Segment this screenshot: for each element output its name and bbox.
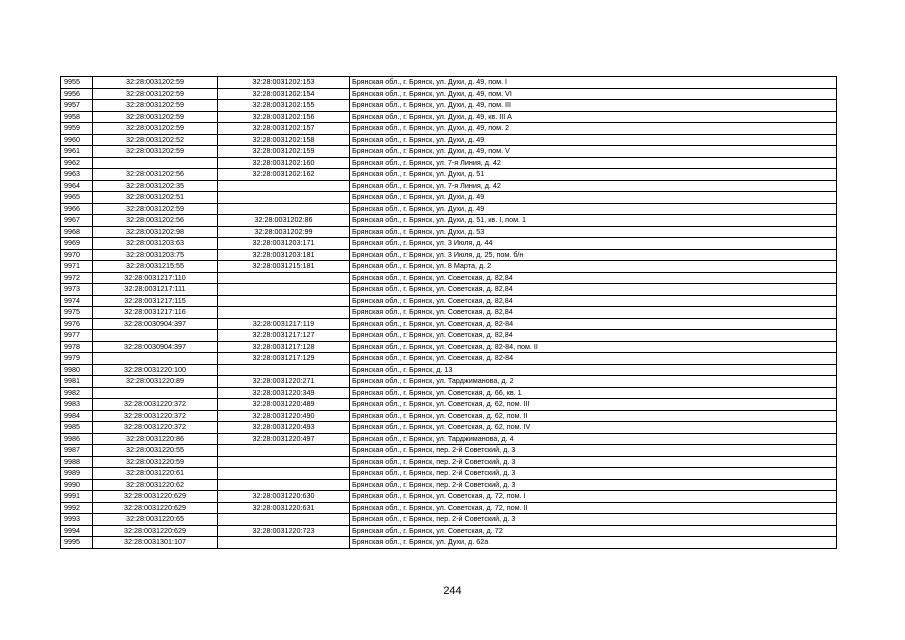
object-cadastral-number-cell: 32:28:0031215:181: [218, 261, 350, 273]
cadastral-number-cell: 32:28:0031220:86: [93, 433, 218, 445]
table-row: [61, 88, 837, 100]
object-cadastral-number-cell: 32:28:0031220:490: [218, 410, 350, 422]
cadastral-number-cell: 32:28:0031202:56: [93, 169, 218, 181]
address-cell: Брянская обл., г. Брянск, пер. 2-й Советский, д. 3: [350, 514, 837, 526]
cadastral-number-cell: 32:28:0031215:55: [93, 261, 218, 273]
row-number-cell: 9976: [61, 318, 93, 330]
cadastral-number-cell: 32:28:0031220:61: [93, 468, 218, 480]
object-cadastral-number-cell: 32:28:0031202:159: [218, 146, 350, 158]
row-number-cell: 9973: [61, 284, 93, 296]
cadastral-number-cell: 32:28:0031220:629: [93, 525, 218, 537]
row-number-cell: 9957: [61, 100, 93, 112]
cadastral-number-cell: 32:28:0031202:35: [93, 180, 218, 192]
table-row: [61, 226, 837, 238]
address-cell: Брянская обл., г. Брянск, ул. Духи, д. 49, пом. VI: [350, 88, 837, 100]
row-number-cell: 9965: [61, 192, 93, 204]
row-number-cell: 9956: [61, 88, 93, 100]
cadastral-number-cell: 32:28:0031220:629: [93, 502, 218, 514]
object-cadastral-number-cell: 32:28:0031220:349: [218, 387, 350, 399]
object-cadastral-number-cell: [218, 445, 350, 457]
table-row: [61, 192, 837, 204]
object-cadastral-number-cell: 32:28:0031217:127: [218, 330, 350, 342]
cadastral-number-cell: 32:28:0031202:51: [93, 192, 218, 204]
table-row: [61, 502, 837, 514]
cadastral-number-cell: 32:28:0031217:111: [93, 284, 218, 296]
cadastral-number-cell: 32:28:0030904:397: [93, 341, 218, 353]
address-cell: Брянская обл., г. Брянск, ул. Советская, д. 82,84: [350, 284, 837, 296]
row-number-cell: 9986: [61, 433, 93, 445]
object-cadastral-number-cell: 32:28:0031202:162: [218, 169, 350, 181]
row-number-cell: 9979: [61, 353, 93, 365]
address-cell: Брянская обл., г. Брянск, ул. Духи, д. 49: [350, 192, 837, 204]
row-number-cell: 9988: [61, 456, 93, 468]
object-cadastral-number-cell: [218, 203, 350, 215]
cadastral-number-cell: [93, 353, 218, 365]
row-number-cell: 9961: [61, 146, 93, 158]
address-cell: Брянская обл., г. Брянск, ул. Советская, д. 82,84: [350, 272, 837, 284]
address-cell: Брянская обл., г. Брянск, ул. Духи, д. 49, пом. 2: [350, 123, 837, 135]
cadastral-number-cell: 32:28:0031217:110: [93, 272, 218, 284]
cadastral-number-cell: 32:28:0031202:59: [93, 111, 218, 123]
cadastral-table: [60, 76, 837, 549]
address-cell: Брянская обл., г. Брянск, ул. Духи, д. 49: [350, 203, 837, 215]
object-cadastral-number-cell: 32:28:0031217:128: [218, 341, 350, 353]
address-cell: Брянская обл., г. Брянск, ул. Советская, д. 66, кв. 1: [350, 387, 837, 399]
row-number-cell: 9963: [61, 169, 93, 181]
cadastral-number-cell: 32:28:0031203:63: [93, 238, 218, 250]
row-number-cell: 9962: [61, 157, 93, 169]
object-cadastral-number-cell: 32:28:0031220:271: [218, 376, 350, 388]
table-row: [61, 537, 837, 549]
cadastral-number-cell: 32:28:0031220:62: [93, 479, 218, 491]
row-number-cell: 9993: [61, 514, 93, 526]
object-cadastral-number-cell: 32:28:0031203:171: [218, 238, 350, 250]
cadastral-number-cell: 32:28:0031220:372: [93, 410, 218, 422]
table-row: [61, 238, 837, 250]
table-row: [61, 387, 837, 399]
address-cell: Брянская обл., г. Брянск, ул. Советская, д. 62, пом. II: [350, 410, 837, 422]
row-number-cell: 9974: [61, 295, 93, 307]
address-cell: Брянская обл., г. Брянск, пер. 2-й Советский, д. 3: [350, 445, 837, 457]
row-number-cell: 9990: [61, 479, 93, 491]
cadastral-number-cell: 32:28:0031217:116: [93, 307, 218, 319]
cadastral-number-cell: [93, 330, 218, 342]
table-row: [61, 330, 837, 342]
row-number-cell: 9960: [61, 134, 93, 146]
object-cadastral-number-cell: [218, 284, 350, 296]
table-row: [61, 307, 837, 319]
table-row: [61, 468, 837, 480]
table-row: [61, 514, 837, 526]
cadastral-number-cell: 32:28:0031220:59: [93, 456, 218, 468]
object-cadastral-number-cell: [218, 295, 350, 307]
cadastral-number-cell: 32:28:0031202:59: [93, 146, 218, 158]
object-cadastral-number-cell: [218, 537, 350, 549]
address-cell: Брянская обл., г. Брянск, ул. 7-я Линия, д. 42: [350, 157, 837, 169]
address-cell: Брянская обл., г. Брянск, д. 13: [350, 364, 837, 376]
address-cell: Брянская обл., г. Брянск, ул. Советская, д. 62, пом. IV: [350, 422, 837, 434]
cadastral-number-cell: 32:28:0031202:59: [93, 123, 218, 135]
row-number-cell: 9991: [61, 491, 93, 503]
row-number-cell: 9987: [61, 445, 93, 457]
row-number-cell: 9972: [61, 272, 93, 284]
cadastral-number-cell: 32:28:0031220:89: [93, 376, 218, 388]
address-cell: Брянская обл., г. Брянск, ул. Советская, д. 72, пом. I: [350, 491, 837, 503]
address-cell: Брянская обл., г. Брянск, ул. Советская, д. 72: [350, 525, 837, 537]
row-number-cell: 9981: [61, 376, 93, 388]
table-row: [61, 341, 837, 353]
row-number-cell: 9964: [61, 180, 93, 192]
table-row: [61, 284, 837, 296]
cadastral-number-cell: 32:28:0031301:107: [93, 537, 218, 549]
cadastral-number-cell: 32:28:0031220:100: [93, 364, 218, 376]
table-row: [61, 353, 837, 365]
table-row: [61, 249, 837, 261]
table-row: [61, 203, 837, 215]
row-number-cell: 9989: [61, 468, 93, 480]
table-row: [61, 422, 837, 434]
row-number-cell: 9994: [61, 525, 93, 537]
table-row: [61, 364, 837, 376]
object-cadastral-number-cell: 32:28:0031202:158: [218, 134, 350, 146]
row-number-cell: 9992: [61, 502, 93, 514]
row-number-cell: 9971: [61, 261, 93, 273]
table-row: [61, 410, 837, 422]
object-cadastral-number-cell: 32:28:0031220:493: [218, 422, 350, 434]
object-cadastral-number-cell: 32:28:0031220:489: [218, 399, 350, 411]
cadastral-number-cell: 32:28:0031217:115: [93, 295, 218, 307]
address-cell: Брянская обл., г. Брянск, ул. Духи, д. 49: [350, 134, 837, 146]
table-row: [61, 111, 837, 123]
object-cadastral-number-cell: 32:28:0031220:631: [218, 502, 350, 514]
table-row: [61, 123, 837, 135]
address-cell: Брянская обл., г. Брянск, ул. Советская, д. 62, пом. III: [350, 399, 837, 411]
table-row: [61, 146, 837, 158]
cadastral-number-cell: 32:28:0031202:52: [93, 134, 218, 146]
row-number-cell: 9966: [61, 203, 93, 215]
address-cell: Брянская обл., г. Брянск, ул. Советская, д. 82-84: [350, 318, 837, 330]
cadastral-number-cell: 32:28:0031202:59: [93, 203, 218, 215]
address-cell: Брянская обл., г. Брянск, ул. Тарджиманова, д. 4: [350, 433, 837, 445]
table-row: [61, 134, 837, 146]
table-row: [61, 479, 837, 491]
row-number-cell: 9984: [61, 410, 93, 422]
row-number-cell: 9955: [61, 77, 93, 89]
table-row: [61, 215, 837, 227]
row-number-cell: 9975: [61, 307, 93, 319]
row-number-cell: 9983: [61, 399, 93, 411]
cadastral-number-cell: [93, 387, 218, 399]
object-cadastral-number-cell: [218, 192, 350, 204]
table-row: [61, 77, 837, 89]
object-cadastral-number-cell: 32:28:0031202:156: [218, 111, 350, 123]
table-row: [61, 433, 837, 445]
address-cell: Брянская обл., г. Брянск, ул. Духи, д. 49, кв. III А: [350, 111, 837, 123]
address-cell: Брянская обл., г. Брянск, ул. Советская, д. 82,84: [350, 330, 837, 342]
address-cell: Брянская обл., г. Брянск, ул. Духи, д. 53: [350, 226, 837, 238]
address-cell: Брянская обл., г. Брянск, ул. Духи, д. 51, кв. I, пом. 1: [350, 215, 837, 227]
object-cadastral-number-cell: 32:28:0031202:155: [218, 100, 350, 112]
row-number-cell: 9968: [61, 226, 93, 238]
object-cadastral-number-cell: [218, 180, 350, 192]
address-cell: Брянская обл., г. Брянск, пер. 2-й Советский, д. 3: [350, 456, 837, 468]
row-number-cell: 9958: [61, 111, 93, 123]
address-cell: Брянская обл., г. Брянск, пер. 2-й Советский, д. 3: [350, 479, 837, 491]
table-row: [61, 445, 837, 457]
address-cell: Брянская обл., г. Брянск, ул. Советская, д. 82-84, пом. II: [350, 341, 837, 353]
object-cadastral-number-cell: [218, 514, 350, 526]
table-row: [61, 295, 837, 307]
object-cadastral-number-cell: 32:28:0031203:181: [218, 249, 350, 261]
cadastral-number-cell: 32:28:0031220:372: [93, 399, 218, 411]
row-number-cell: 9970: [61, 249, 93, 261]
object-cadastral-number-cell: 32:28:0031202:86: [218, 215, 350, 227]
address-cell: Брянская обл., г. Брянск, ул. Советская, д. 82,84: [350, 295, 837, 307]
object-cadastral-number-cell: 32:28:0031217:129: [218, 353, 350, 365]
object-cadastral-number-cell: 32:28:0031202:153: [218, 77, 350, 89]
table-row: [61, 100, 837, 112]
address-cell: Брянская обл., г. Брянск, ул. 7-я Линия, д. 42: [350, 180, 837, 192]
object-cadastral-number-cell: [218, 468, 350, 480]
address-cell: Брянская обл., г. Брянск, ул. 8 Марта, д. 2: [350, 261, 837, 273]
row-number-cell: 9978: [61, 341, 93, 353]
row-number-cell: 9977: [61, 330, 93, 342]
row-number-cell: 9982: [61, 387, 93, 399]
object-cadastral-number-cell: 32:28:0031202:157: [218, 123, 350, 135]
cadastral-number-cell: 32:28:0031220:629: [93, 491, 218, 503]
row-number-cell: 9959: [61, 123, 93, 135]
cadastral-number-cell: 32:28:0031202:56: [93, 215, 218, 227]
address-cell: Брянская обл., г. Брянск, ул. 3 Июля, д. 44: [350, 238, 837, 250]
object-cadastral-number-cell: 32:28:0031220:630: [218, 491, 350, 503]
cadastral-number-cell: [93, 157, 218, 169]
cadastral-number-cell: 32:28:0031202:98: [93, 226, 218, 238]
table-row: [61, 456, 837, 468]
object-cadastral-number-cell: 32:28:0031202:160: [218, 157, 350, 169]
address-cell: Брянская обл., г. Брянск, ул. Тарджиманова, д. 2: [350, 376, 837, 388]
address-cell: Брянская обл., г. Брянск, ул. 3 Июля, д. 25, пом. б/н: [350, 249, 837, 261]
object-cadastral-number-cell: [218, 456, 350, 468]
cadastral-number-cell: 32:28:0031220:65: [93, 514, 218, 526]
cadastral-number-cell: 32:28:0031202:59: [93, 88, 218, 100]
table-row: [61, 261, 837, 273]
row-number-cell: 9995: [61, 537, 93, 549]
page-number: 244: [443, 585, 462, 597]
object-cadastral-number-cell: [218, 272, 350, 284]
object-cadastral-number-cell: 32:28:0031202:154: [218, 88, 350, 100]
address-cell: Брянская обл., г. Брянск, ул. Духи, д. 49, пом. I: [350, 77, 837, 89]
cadastral-number-cell: 32:28:0031202:59: [93, 100, 218, 112]
table-body: [61, 77, 837, 549]
table-row: [61, 272, 837, 284]
address-cell: Брянская обл., г. Брянск, ул. Духи, д. 49, пом. III: [350, 100, 837, 112]
table-row: [61, 491, 837, 503]
table-row: [61, 169, 837, 181]
table-row: [61, 180, 837, 192]
address-cell: Брянская обл., г. Брянск, ул. Духи, д. 49, пом. V: [350, 146, 837, 158]
table-row: [61, 399, 837, 411]
row-number-cell: 9980: [61, 364, 93, 376]
address-cell: Брянская обл., г. Брянск, ул. Духи, д. 62а: [350, 537, 837, 549]
object-cadastral-number-cell: [218, 364, 350, 376]
row-number-cell: 9969: [61, 238, 93, 250]
table-row: [61, 376, 837, 388]
cadastral-number-cell: 32:28:0030904:397: [93, 318, 218, 330]
cadastral-number-cell: 32:28:0031202:59: [93, 77, 218, 89]
object-cadastral-number-cell: 32:28:0031220:497: [218, 433, 350, 445]
address-cell: Брянская обл., г. Брянск, ул. Советская, д. 72, пом. II: [350, 502, 837, 514]
address-cell: Брянская обл., г. Брянск, ул. Советская, д. 82-84: [350, 353, 837, 365]
object-cadastral-number-cell: 32:28:0031202:99: [218, 226, 350, 238]
row-number-cell: 9985: [61, 422, 93, 434]
table-row: [61, 157, 837, 169]
cadastral-number-cell: 32:28:0031220:55: [93, 445, 218, 457]
cadastral-number-cell: 32:28:0031220:372: [93, 422, 218, 434]
address-cell: Брянская обл., г. Брянск, пер. 2-й Советский, д. 3: [350, 468, 837, 480]
object-cadastral-number-cell: [218, 479, 350, 491]
table-row: [61, 525, 837, 537]
cadastral-number-cell: 32:28:0031203:75: [93, 249, 218, 261]
row-number-cell: 9967: [61, 215, 93, 227]
object-cadastral-number-cell: 32:28:0031220:723: [218, 525, 350, 537]
address-cell: Брянская обл., г. Брянск, ул. Духи, д. 51: [350, 169, 837, 181]
address-cell: Брянская обл., г. Брянск, ул. Советская, д. 82,84: [350, 307, 837, 319]
table-row: [61, 318, 837, 330]
object-cadastral-number-cell: [218, 307, 350, 319]
object-cadastral-number-cell: 32:28:0031217:119: [218, 318, 350, 330]
